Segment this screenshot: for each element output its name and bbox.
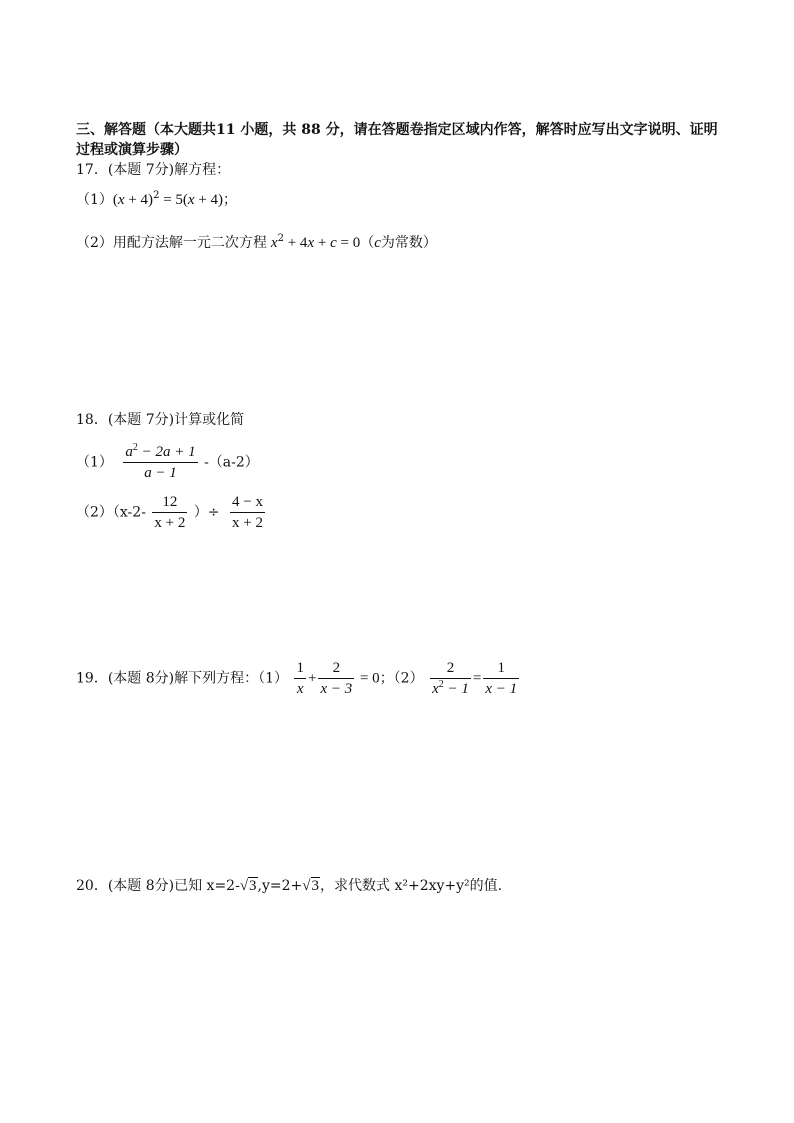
fraction-numerator: 4 − x: [232, 494, 263, 510]
separator: ；（2）: [379, 670, 424, 687]
var-x: x: [270, 235, 278, 251]
fraction-numerator: 12: [162, 494, 178, 510]
question-20-label: 20．(本题 8分)已知 x=2-: [76, 878, 240, 894]
fraction: [152, 492, 187, 533]
var-c: c: [374, 235, 381, 251]
expr-term: − 2a + 1: [137, 444, 196, 460]
question-19-label: 19．(本题 8分)解下列方程：（1）: [76, 670, 289, 687]
part-prefix: （1）: [76, 192, 113, 208]
expr-term: =: [472, 670, 482, 687]
expr-term: -（a-2）: [204, 454, 259, 471]
question-17-part-1: [76, 190, 237, 210]
exponent: 2: [277, 233, 284, 244]
expr-term: +: [307, 670, 317, 687]
fraction: [230, 492, 265, 533]
fraction-numerator: 1: [296, 660, 304, 676]
paren: (: [112, 192, 118, 208]
question-17-part-2: [76, 233, 437, 253]
radicand: 3: [311, 878, 320, 894]
note-text: 为常数）: [380, 235, 437, 251]
expr-term: = 0: [356, 670, 380, 687]
var-x: x: [307, 235, 315, 251]
expr-term: − 1: [443, 681, 469, 697]
fraction: [123, 442, 197, 483]
part-prefix: （2）用配方法解一元二次方程: [76, 235, 267, 251]
expr-term: ,y=2+: [257, 878, 303, 894]
fraction-denominator: x + 2: [230, 512, 265, 533]
fraction: [318, 658, 354, 699]
exponent: 2: [438, 679, 444, 690]
fraction-denominator: x − 3: [318, 678, 354, 699]
punctuation: ；: [223, 192, 238, 208]
question-18-label: 18．(本题 7分)计算或化简: [76, 412, 245, 428]
paren: （: [360, 235, 375, 251]
var-c: c: [330, 235, 337, 251]
fraction-numerator: 2: [332, 660, 341, 676]
sqrt-symbol: √3: [302, 878, 320, 894]
fraction-numerator: [123, 442, 197, 462]
question-18-part-1: [76, 442, 259, 483]
section-heading: 三、解答题（本大题共11 小题，共 88 分，请在答题卷指定区域内作答，解答时应写出文字说明、证明过程或演算步骤）: [76, 122, 718, 158]
fraction-numerator: 1: [497, 660, 505, 676]
part-prefix: （1）: [76, 454, 113, 471]
fraction: [483, 658, 519, 699]
radicand: 3: [249, 878, 257, 894]
expr-term: = 0: [336, 235, 361, 251]
expr-term: ，求代数式 x²+2xy+y²的值.: [320, 878, 503, 894]
expr-term: = 5(: [159, 192, 188, 208]
fraction-denominator: x − 1: [483, 678, 519, 699]
exponent: 2: [132, 442, 138, 453]
var-x: x: [187, 192, 195, 208]
fraction-denominator: x: [294, 678, 306, 699]
question-17-label: 17．(本题 7分)解方程：: [76, 162, 231, 178]
var-x: x: [432, 681, 439, 697]
expr-term: +: [314, 235, 331, 251]
var-x: x: [117, 192, 125, 208]
exponent: 2: [153, 190, 160, 201]
expr-term: ）÷: [193, 504, 220, 521]
question-19: [76, 658, 521, 699]
fraction: [294, 658, 306, 699]
fraction-denominator: x + 2: [152, 512, 187, 533]
question-18-part-2: [76, 492, 267, 533]
var-a: a: [125, 444, 133, 460]
fraction: [430, 658, 471, 699]
expr-term: + 4): [124, 192, 154, 208]
question-20: [76, 876, 502, 896]
fraction-numerator: 2: [446, 660, 455, 676]
part-prefix: （2）（x-2-: [76, 504, 146, 521]
expr-term: + 4): [194, 192, 224, 208]
fraction-denominator: a − 1: [123, 462, 197, 483]
sqrt-symbol: √3: [239, 878, 257, 894]
fraction-denominator: [430, 678, 471, 699]
expr-term: + 4: [283, 235, 308, 251]
